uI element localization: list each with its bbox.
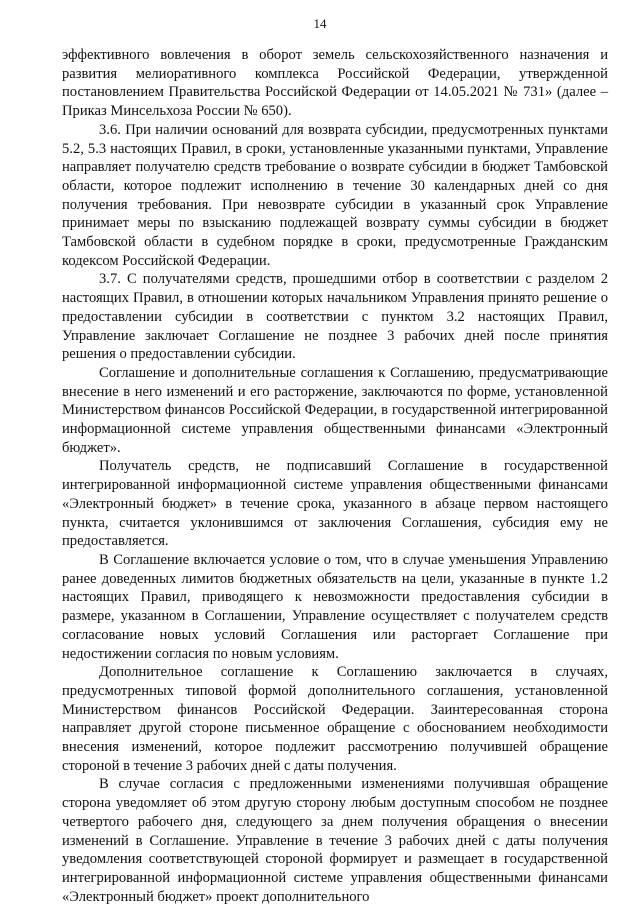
paragraph-continuation: эффективного вовлечения в оборот земель сельскохозяйственного назначения и развития мелиоративного комплекса Российской Федерации, утвержденной постановлением Правительства Российской Федерации от 14.05.2021 № 731» (далее – Приказ Минсельхоза России № 650). (62, 47, 608, 120)
paragraph-additional-agreement: Дополнительное соглашение к Соглашению заключается в случаях, предусмотренных типовой формой дополнительного соглашения, установленной Министерством финансов Российской Федерации. Заинтересованная сторона направляет другой стороне письменное обращение с обоснованием необходимости внесения изменений, которое подлежит рассмотрению получившей обращение стороной в течение 3 рабочих дней с даты получения. (62, 664, 608, 774)
paragraph-3-7: 3.7. С получателями средств, прошедшими отбор в соответствии с разделом 2 настоящих Правил, в отношении которых начальником Управления принято решение о предоставлении субсидии в соответствии с пунктом 3.2 настоящих Правил, Управление заключает Соглашение не позднее 3 рабочих дней после принятия решения о предоставлении субсидии. (62, 271, 608, 363)
paragraph-3-6: 3.6. При наличии оснований для возврата субсидии, предусмотренных пунктами 5.2, 5.3 настоящих Правил, в сроки, установленные указанными пунктами, Управление направляет получателю средств требование о возврате субсидии в бюджет Тамбовской области, которое подлежит исполнению в течение 30 календарных дней со дня получения требования. При невозврате субсидии в указанный срок Управление принимает меры по взысканию подлежащей возврату суммы субсидии в бюджет Тамбовской области в судебном порядке в сроки, предусмотренные Гражданским кодексом Российской Федерации. (62, 121, 608, 269)
document-body (62, 46, 608, 906)
paragraph-limits-condition: В Соглашение включается условие о том, что в случае уменьшения Управлению ранее доведенных лимитов бюджетных обязательств на цели, указанные в пункте 1.2 настоящих Правил, приводящего к невозможности предоставления субсидии в размере, указанном в Соглашении, Управление осуществляет с получателем средств согласование новых условий Соглашения или расторгает Соглашение при недостижении согласия по новым условиям. (62, 551, 608, 662)
paragraph-unsigned-agreement: Получатель средств, не подписавший Соглашение в государственной интегрированной информационной системе управления общественными финансами «Электронный бюджет» в течение срока, указанного в абзаце первом настоящего пункта, считается уклонившимся от заключения Соглашения, субсидия ему не предоставляется. (62, 458, 608, 550)
paragraph-consent-changes: В случае согласия с предложенными изменениями получившая обращение сторона уведомляет об этом другую сторону любым доступным способом не позднее четвертого рабочего дня, следующего за днем получения обращения о внесении изменений в Соглашение. Управление в течение 3 рабочих дней с даты получения уведомления соответствующей стороной формирует и размещает в государственной интегрированной информационной системе управления общественными финансами «Электронный бюджет» проект дополнительного (62, 776, 608, 905)
paragraph-agreement-form: Соглашение и дополнительные соглашения к Соглашению, предусматривающие внесение в него изменений и его расторжение, заключаются по форме, установленной Министерством финансов Российской Федерации, в государственной интегрированной информационной системе управления общественными финансами «Электронный бюджет». (62, 364, 608, 456)
page-number: 14 (313, 16, 327, 31)
